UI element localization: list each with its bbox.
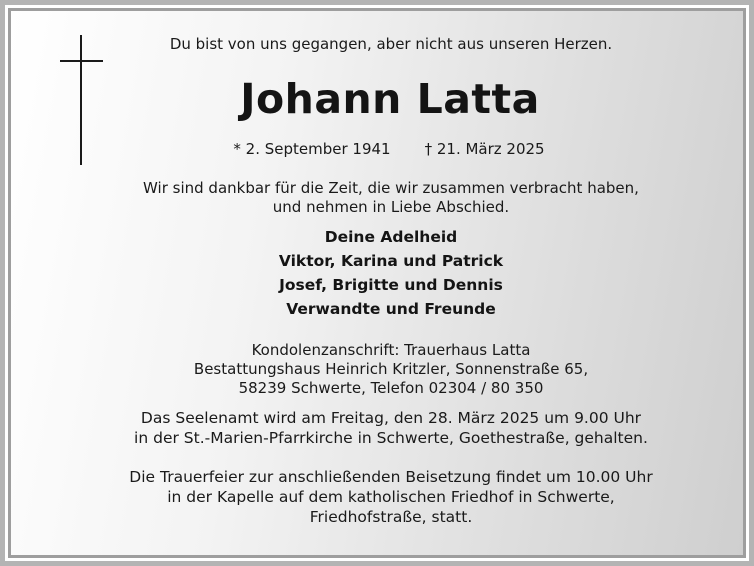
life-dates	[23, 140, 754, 158]
funeral-line-1: Die Trauerfeier zur anschließenden Beisetzung findet um 10.00 Uhr	[129, 468, 653, 486]
white-band	[5, 5, 749, 561]
death-date: † 21. März 2025	[424, 140, 545, 158]
condolence-address-line-2: Bestattungshaus Heinrich Kritzler, Sonnenstraße 65,	[193, 360, 589, 378]
thanks-line-1: Wir sind dankbar für die Zeit, die wir zusammen verbracht haben,	[143, 179, 639, 197]
funeral-line-2: in der Kapelle auf dem katholischen Friedhof in Schwerte,	[167, 488, 615, 506]
birth-date: * 2. September 1941	[233, 140, 391, 158]
family-line-2: Viktor, Karina und Patrick	[278, 252, 504, 270]
condolence-address-line-3: 58239 Schwerte, Telefon 02304 / 80 350	[238, 379, 544, 397]
family-line-3: Josef, Brigitte und Dennis	[279, 276, 503, 294]
family-line-1: Deine Adelheid	[324, 228, 458, 246]
thanks-line-2: und nehmen in Liebe Abschied.	[272, 198, 510, 216]
condolence-address-line-1: Kondolenzanschrift: Trauerhaus Latta	[251, 341, 531, 359]
requiem-line-2: in der St.-Marien-Pfarrkirche in Schwerte, Goethestraße, gehalten.	[134, 429, 648, 447]
family-line-4: Verwandte und Freunde	[286, 300, 496, 318]
funeral-line-3: Friedhofstraße, statt.	[309, 508, 473, 526]
requiem-line-1: Das Seelenamt wird am Freitag, den 28. März 2025 um 9.00 Uhr	[140, 409, 642, 427]
motto: Du bist von uns gegangen, aber nicht aus unseren Herzen.	[169, 35, 613, 53]
cross-horizontal-bar	[60, 60, 103, 62]
obituary-panel	[8, 8, 746, 558]
deceased-name: Johann Latta	[240, 75, 540, 123]
